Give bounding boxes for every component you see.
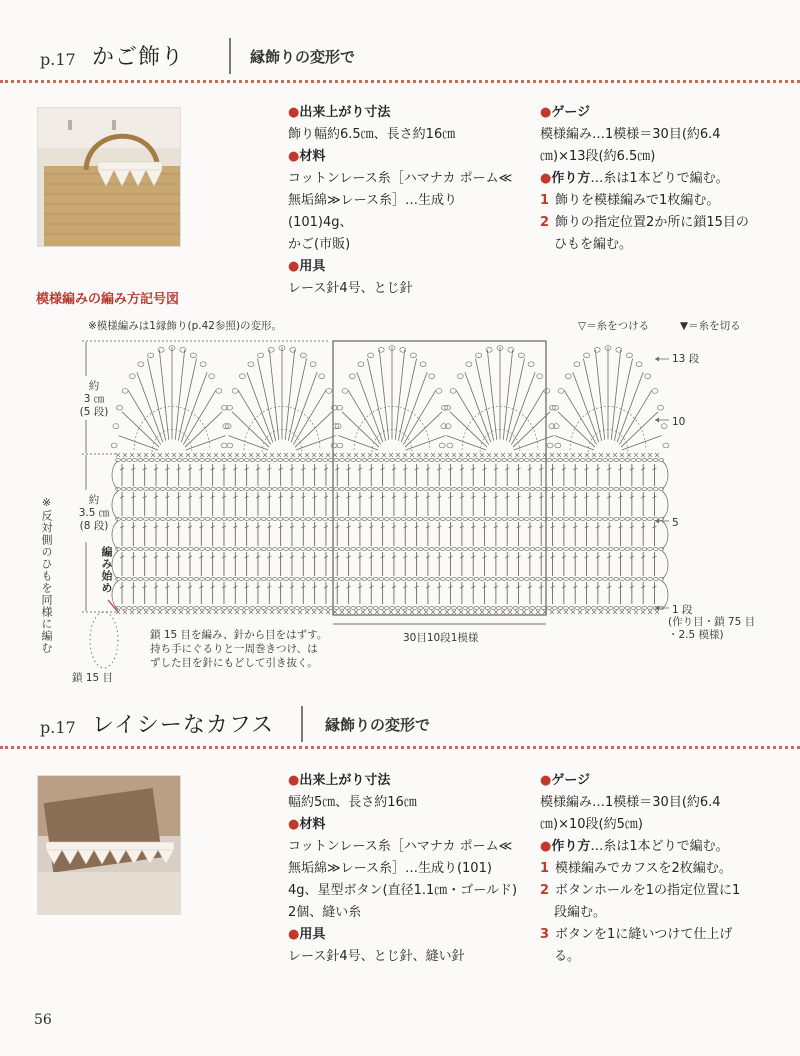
gauge-line: 模様編み…1模様＝30目(約6.4 [540,795,721,810]
materials-line: 無垢綿≫レース糸］…生成り(101) [288,861,492,876]
step-1: 1 飾りを模様編みで1枚編む。 [540,193,720,208]
row-5-label: 5 [672,517,679,529]
section2-divider [301,706,303,742]
chain-note: 鎖 15 目を編み、針から目をはずす。 持ち手にぐるりと一周巻きつけ、は ずした目を針にもどして引き抜く。 [150,629,328,669]
dim-bottom: 約 3.5 ㎝ (8 段) [78,494,110,532]
diagram-title: 模様編みの編み方記号図 [36,292,180,307]
row-13-label: 13 段 [672,353,700,365]
section2-gauge-method [540,770,780,968]
tools-heading: ●用具 [288,259,326,274]
legend-attach: ▽＝糸をつける [578,320,650,332]
section1-title: かご飾り [92,45,185,70]
section1-page-ref: p.17 [40,50,76,69]
materials-line: 2個、縫い糸 [288,905,362,920]
page-number: 56 [34,1012,52,1028]
materials-line: コットンレース糸［ハマナカ ポーム≪ [288,171,513,186]
section2-page-ref: p.17 [40,718,76,737]
cuffs-photo [38,776,180,914]
gauge-heading: ●ゲージ [540,105,591,120]
gauge-line: ㎝)×13段(約6.5㎝) [540,149,656,164]
tools-heading: ●用具 [288,927,326,942]
row-10-label: 10 [672,416,686,428]
step-2: 2 飾りの指定位置2か所に鎖15目の [540,215,749,230]
row-1-detail: (作り目・鎖 75 目 ・2.5 模様) [668,616,756,641]
materials-heading: ●材料 [288,149,326,164]
start-label: 編み始め [100,546,113,594]
method-line: ●作り方…糸は1本どりで編む。 [540,839,729,854]
diagram-note: ※模様編みは1縁飾り(p.42参照)の変形。 [88,320,283,332]
step-2: 2 ボタンホールを1の指定位置に1 [540,883,741,898]
section2-info [288,770,528,968]
repeat-label: 30目10段1模様 [403,632,479,644]
chain-label: 鎖 15 目 [72,672,114,684]
legend-cut: ▼＝糸を切る [680,320,741,332]
side-note: ※反対側のひもを同様に編む [40,496,53,654]
materials-line: コットンレース糸［ハマナカ ポーム≪ [288,839,513,854]
materials-line: 4g、星型ボタン(直径1.1㎝・ゴールド) [288,883,518,898]
step-3-cont: る。 [554,949,581,964]
method-line: ●作り方…糸は1本どりで編む。 [540,171,729,186]
step-1: 1 模様編みでカフスを2枚編む。 [540,861,732,876]
dim-top: 約 3 ㎝ (5 段) [79,380,109,418]
tools-text: レース針4号、とじ針 [288,281,413,296]
materials-line: 無垢綿≫レース糸］…生成り(101)4g、 [288,193,457,230]
size-text: 幅約5㎝、長さ約16㎝ [288,795,417,810]
tools-text: レース針4号、とじ針、縫い針 [288,949,465,964]
size-text: 飾り幅約6.5㎝、長さ約16㎝ [288,127,456,142]
step-2-cont: ひもを編む。 [554,237,633,252]
gauge-line: 模様編み…1模様＝30目(約6.4 [540,127,721,142]
section2-dotted-rule [0,746,800,749]
step-3: 3 ボタンを1に縫いつけて仕上げ [540,927,733,942]
step-2-cont: 段編む。 [554,905,607,920]
section1-subtitle: 縁飾りの変形で [250,48,356,66]
size-heading: ●出来上がり寸法 [288,105,391,120]
gauge-line: ㎝)×10段(約5㎝) [540,817,643,832]
row-1-label: 1 段 [672,604,693,616]
materials-heading: ●材料 [288,817,326,832]
materials-line: かご(市販) [288,237,351,252]
size-heading: ●出来上がり寸法 [288,773,391,788]
gauge-heading: ●ゲージ [540,773,591,788]
section2-title: レイシーなカフス [92,713,275,738]
section2-subtitle: 縁飾りの変形で [325,716,431,734]
